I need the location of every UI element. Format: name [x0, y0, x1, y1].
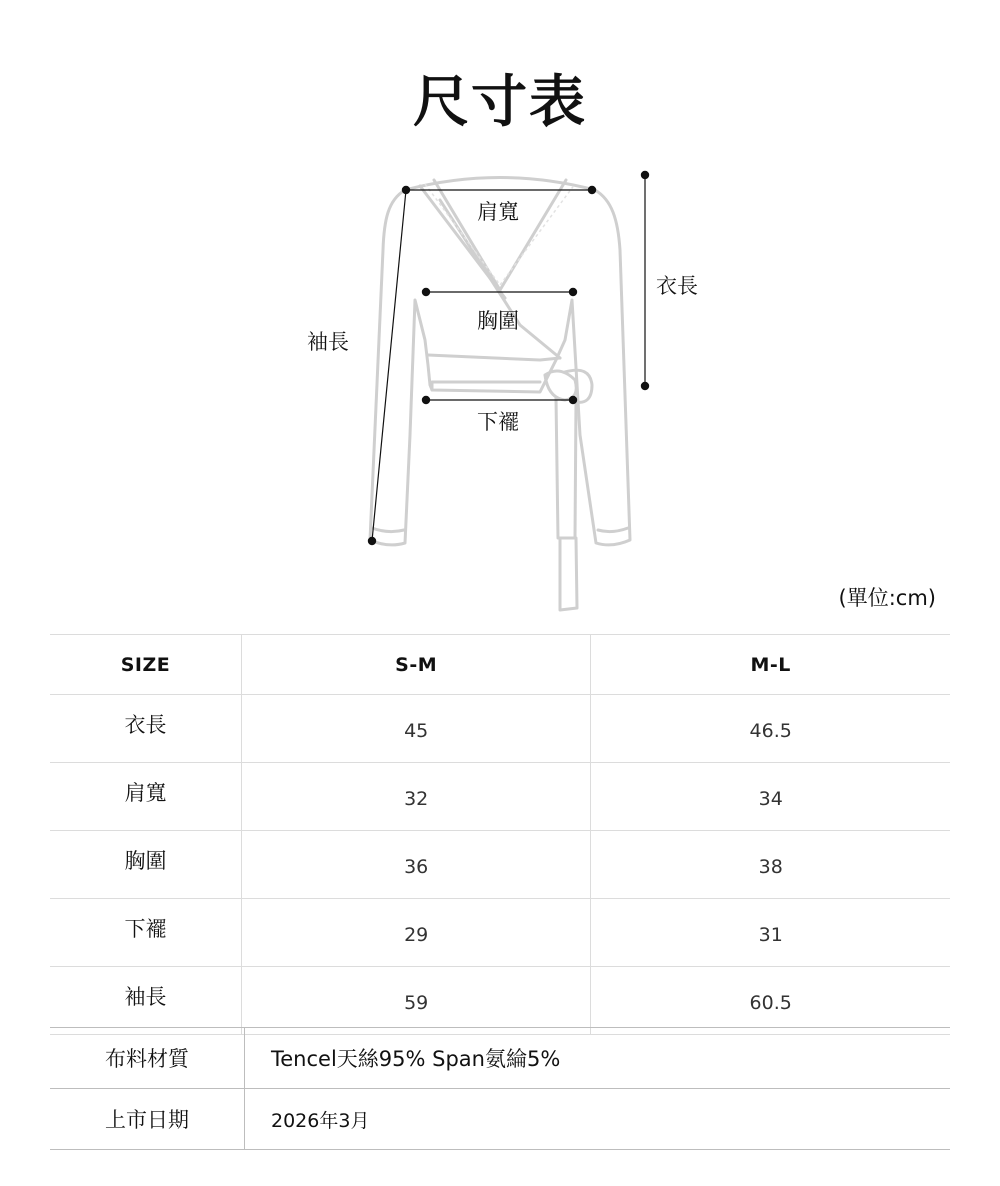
sleeve-label: 袖長 — [307, 330, 349, 354]
header-sm: S-M — [241, 635, 591, 695]
table-row — [50, 831, 950, 899]
row-label: 肩寬 — [50, 763, 241, 831]
value-ml: 46.5 — [591, 695, 950, 763]
release-label: 上市日期 — [50, 1089, 245, 1150]
value-sm: 59 — [241, 967, 591, 1035]
value-sm: 32 — [241, 763, 591, 831]
table-header-row — [50, 635, 950, 695]
chest-label: 胸圍 — [477, 309, 519, 333]
row-label: 胸圍 — [50, 831, 241, 899]
unit-note: (單位:cm) — [838, 586, 936, 610]
page-title: 尺寸表 — [413, 70, 587, 135]
fabric-value: Tencel天絲95% Span氨綸5% — [245, 1028, 951, 1089]
table-row — [50, 763, 950, 831]
header-ml: M-L — [591, 635, 950, 695]
hem-label: 下襬 — [477, 410, 519, 434]
row-label: 袖長 — [50, 967, 241, 1035]
garment-diagram — [0, 160, 1000, 620]
value-sm: 36 — [241, 831, 591, 899]
release-value: 2026年3月 — [245, 1089, 951, 1150]
wrap-top-illustration — [0, 160, 1000, 620]
product-info-table — [50, 1027, 950, 1150]
value-sm: 29 — [241, 899, 591, 967]
header-size: SIZE — [50, 635, 241, 695]
table-row — [50, 899, 950, 967]
fabric-row — [50, 1028, 950, 1089]
row-label: 下襬 — [50, 899, 241, 967]
length-label: 衣長 — [656, 274, 698, 298]
release-row — [50, 1089, 950, 1150]
table-row — [50, 967, 950, 1035]
value-ml: 31 — [591, 899, 950, 967]
value-ml: 60.5 — [591, 967, 950, 1035]
table-row — [50, 695, 950, 763]
value-ml: 34 — [591, 763, 950, 831]
value-ml: 38 — [591, 831, 950, 899]
shoulder-label: 肩寬 — [477, 200, 519, 224]
value-sm: 45 — [241, 695, 591, 763]
row-label: 衣長 — [50, 695, 241, 763]
size-table — [50, 634, 950, 1035]
fabric-label: 布料材質 — [50, 1028, 245, 1089]
